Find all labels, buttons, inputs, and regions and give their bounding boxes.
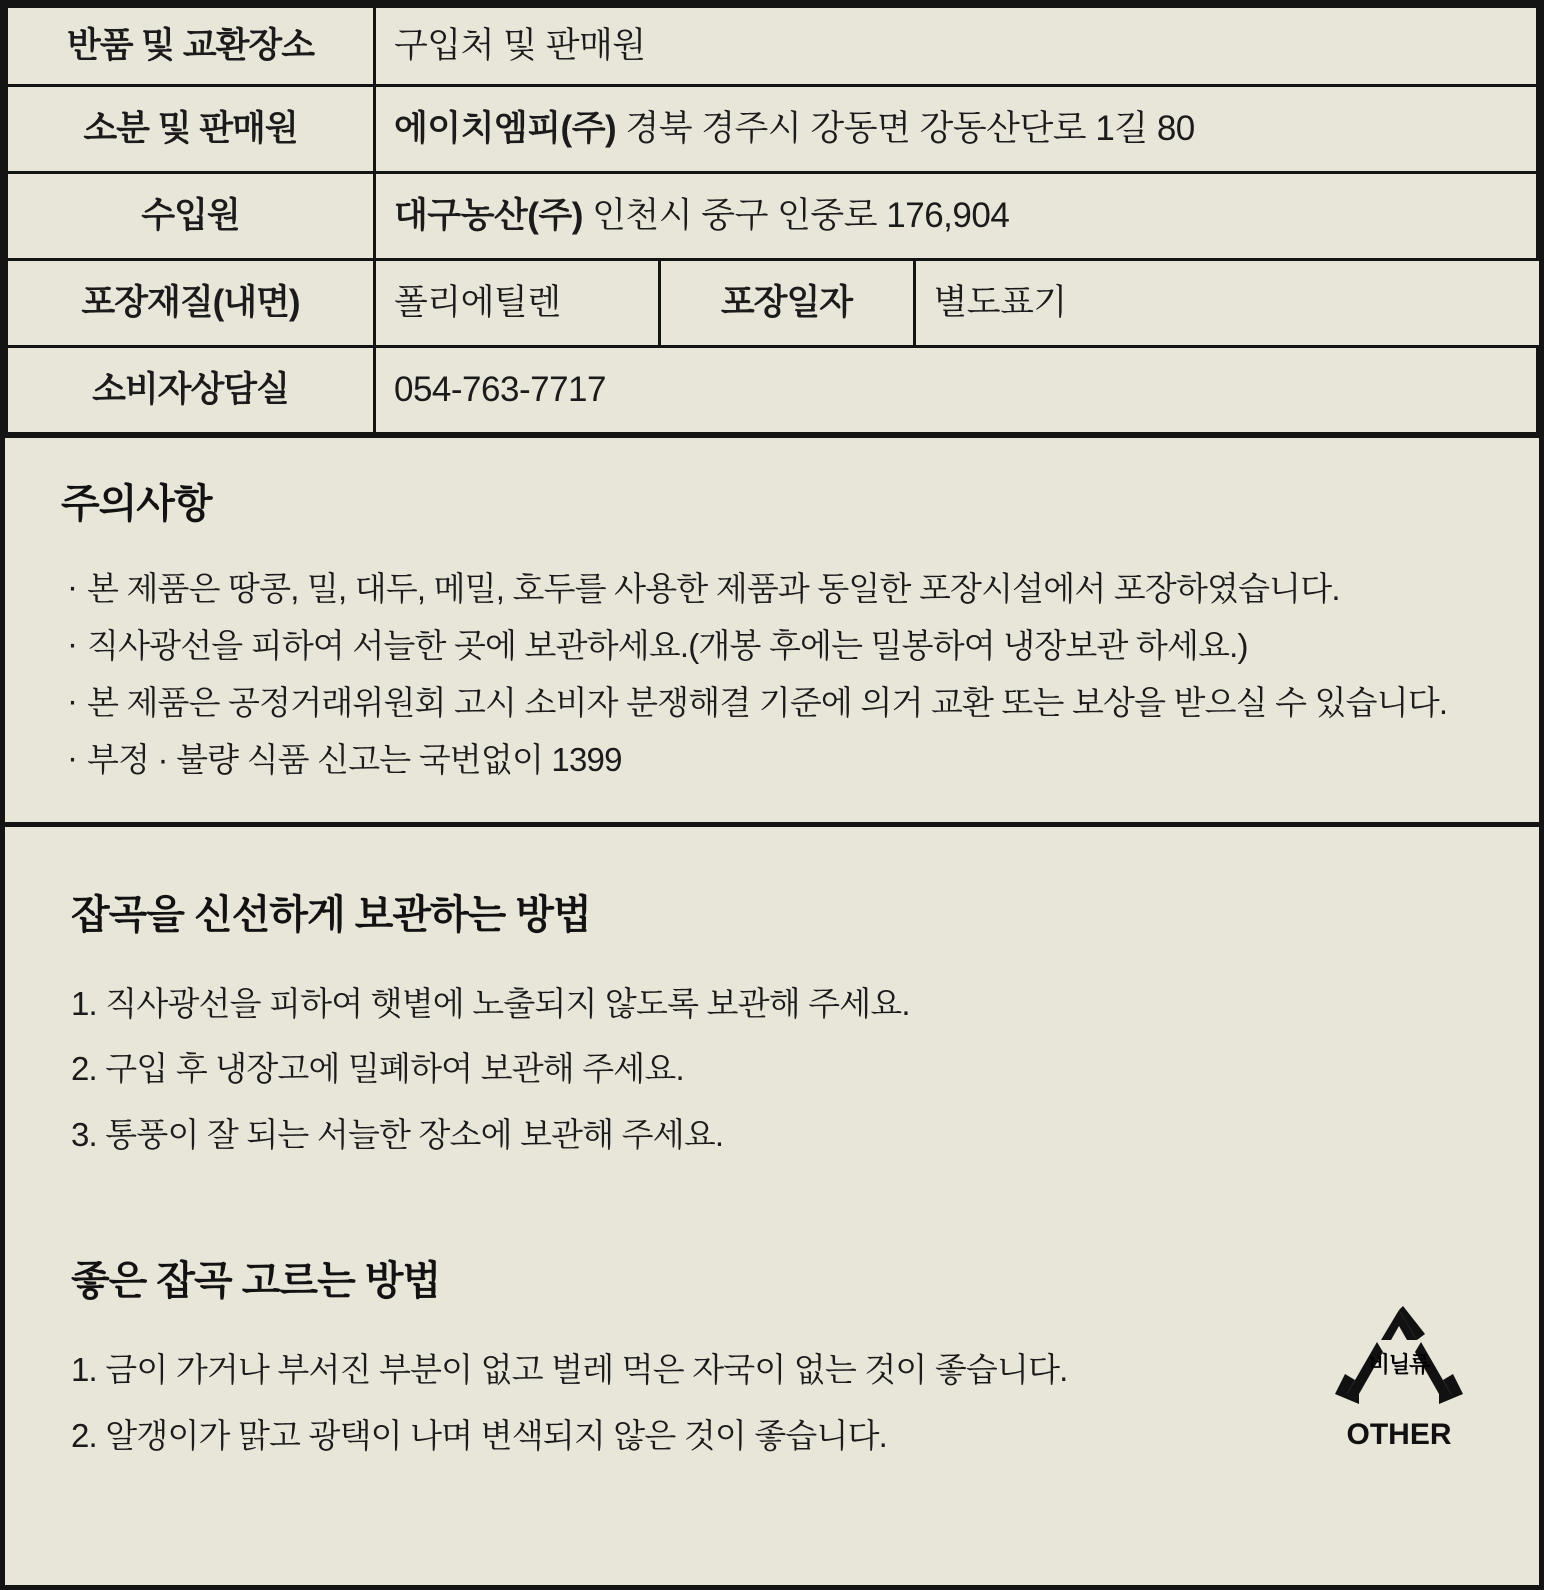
recycling-mark: [1329, 1306, 1469, 1452]
list-item: 2. 구입 후 냉장고에 밀폐하여 보관해 주세요.: [71, 1050, 684, 1088]
seller-company-name: 에이치엠피(주): [394, 109, 617, 148]
importer-address: 인천시 중구 인중로 176,904: [592, 196, 1010, 235]
row-label-importer: 수입원: [7, 173, 375, 260]
list-item: 2. 알갱이가 맑고 광택이 나며 변색되지 않은 것이 좋습니다.: [71, 1416, 888, 1454]
table-row: [7, 260, 1538, 347]
packaging-material-value: 폴리에틸렌: [376, 261, 659, 345]
table-row: [7, 347, 1538, 434]
row-value-importer: [375, 173, 1538, 260]
row-label-packaging-material: 포장재질(내면): [7, 260, 375, 347]
list-item: 1. 금이 가거나 부서진 부분이 없고 벌레 먹은 자국이 없는 것이 좋습니다.: [71, 1351, 1068, 1389]
packaging-date-value: 별도표기: [914, 261, 1538, 345]
row-label-consumer-hotline: 소비자상담실: [7, 347, 375, 434]
row-label-seller: 소분 및 판매원: [7, 86, 375, 173]
storage-title: 잡곡을 신선하게 보관하는 방법: [71, 892, 591, 937]
storage-list: [71, 980, 1483, 1160]
row-label-packaging-date: 포장일자: [659, 261, 914, 345]
selection-title: 좋은 잡곡 고르는 방법: [71, 1259, 441, 1304]
list-item: · 본 제품은 공정거래위원회 고시 소비자 분쟁해결 기준에 의거 교환 또는 보상을 받으실 수 있습니다.: [61, 677, 1483, 728]
list-item: · 본 제품은 땅콩, 밀, 대두, 메밀, 호두를 사용한 제품과 동일한 포장시설에서 포장하였습니다.: [61, 563, 1483, 614]
product-info-table: [5, 5, 1539, 435]
recycle-triangle-icon: [1333, 1306, 1465, 1416]
list-item: 3. 통풍이 잘 되는 서늘한 장소에 보관해 주세요.: [71, 1116, 724, 1154]
list-item: · 부정 · 불량 식품 신고는 국번없이 1399: [61, 734, 1483, 785]
consumer-hotline-number: 054-763-7717: [375, 347, 1538, 434]
row-value-seller: [375, 86, 1538, 173]
recycle-inner-label: 비닐류: [1368, 1351, 1430, 1377]
table-row: [7, 7, 1538, 86]
selection-list: [71, 1346, 1483, 1460]
caution-list: [61, 563, 1483, 786]
list-item: · 직사광선을 피하여 서늘한 곳에 보관하세요.(개봉 후에는 밀봉하여 냉장보관 하세요.): [61, 620, 1483, 671]
seller-address: 경북 경주시 강동면 강동산단로 1길 80: [625, 109, 1195, 148]
caution-title: 주의사항: [61, 482, 212, 526]
row-value-return-place: [375, 7, 1538, 86]
storage-and-selection-section: [5, 822, 1539, 1498]
row-label-return-place: 반품 및 교환장소: [7, 7, 375, 86]
recycle-other-label: OTHER: [1346, 1417, 1452, 1451]
table-row: [7, 173, 1538, 260]
packaging-subtable-cell: [375, 260, 1538, 347]
caution-section: [5, 435, 1539, 822]
return-place-text: 구입처 및 판매원: [394, 26, 646, 65]
list-item: 1. 직사광선을 피하여 햇볕에 노출되지 않도록 보관해 주세요.: [71, 984, 910, 1022]
section-spacer: [71, 1177, 1483, 1249]
table-row: [7, 86, 1538, 173]
importer-company-name: 대구농산(주): [394, 196, 583, 235]
